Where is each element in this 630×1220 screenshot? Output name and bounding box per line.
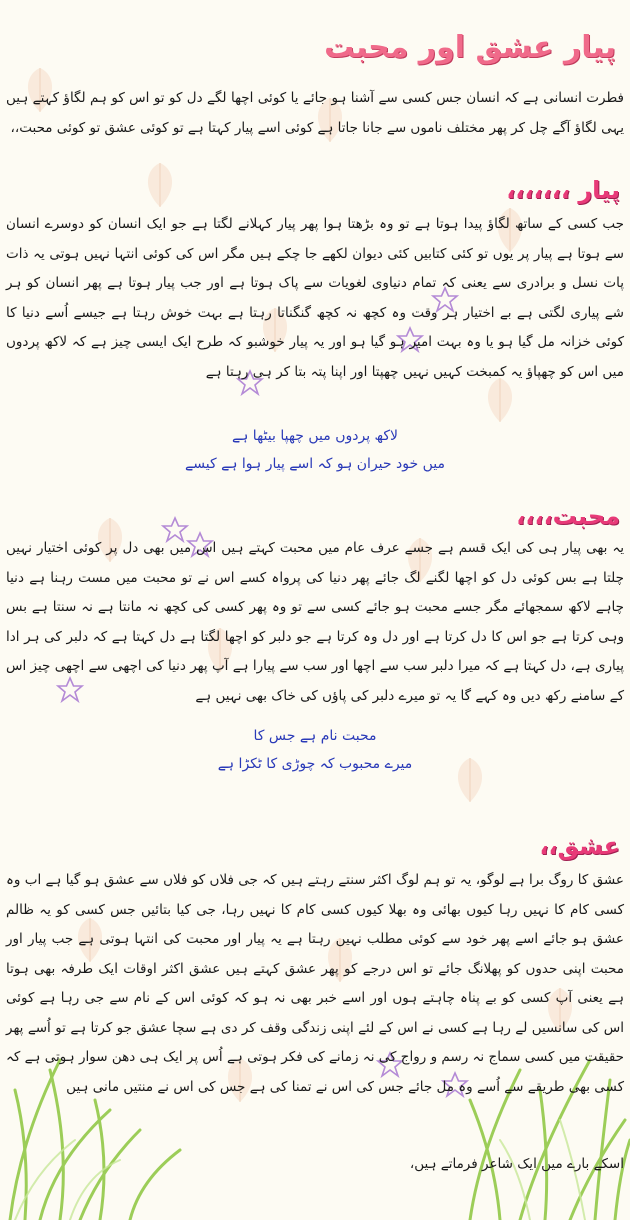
- section-text-ishq: عشق کا روگ برا ہے لوگو، یہ تو ہم لوگ اکثر سنتے رہتے ہیں کہ جی فلاں کو فلاں سے عشق ہو گیا ہے اب وہ کسی کام کا نہیں رہا کیوں بھائی وہ بھلا کیوں کسی کام کا نہیں رہا، جی کیا بتائیں جس کسی کو یہ ظالم عشق ہو جائے اسے پھر خود سے کوئی مطلب نہیں رہتا ہے یہ پیار اور محبت کی انتہا ہوتی ہے جب پیار اور محبت اپنی حدوں کو پھلانگ جائے تو اس درجے کو پھر عشق کہتے ہیں عشق اکثر اوقات ایک طرفہ بھی ہوتا ہے یعنی آپ کسی کو بے پناہ چاہتے ہوں اور اسے خبر بھی نہ ہو کہ کوئی اس کے نام سے جی رہا ہے کوئی اس کی سانسیں لے رہا ہے کسی نے اس کے لئے اپنی زندگی وقف کر دی ہے سچا عشق جو کرتا ہے تو اُسے پھر حقیقت میں کسی سماج نہ رسم و رواج کی نہ زمانے کی فکر ہوتی ہے اُس پر ایک ہی دھن سوار ہوتی ہے کہ کسی بھی طریقے سے اُسے وہ مل جائے جس کی اس نے تمنا کی ہے جس کی اس نے منتیں مانی ہیں: [6, 872, 624, 1095]
- verse-mohabbat: [60, 722, 570, 778]
- section-text-pyar: جب کسی کے ساتھ لگاؤ پیدا ہوتا ہے تو وہ بڑھتا ہوا پھر پیار کہلانے لگتا ہے جو ایک انسان کو دوسرے انسان سے ہوتا ہے پیار پر یوں تو کئی کتابیں کئی دیوان لکھے جا چکے ہیں مگر اس کی کوئی انتہا نہیں ہوتی یہ ذات پات نسل و برادری سے یعنی کہ تمام دنیاوی لغویات سے پاک ہوتا ہے اور جب پیار ہوتا ہے پھر انسان کو ہر شے پیاری لگتی ہے بے اختیار ہر وقت وہ کچھ نہ کچھ گنگناتا رہتا ہے بہت خوش رہتا ہے جیسے اُسے دنیا کا کوئی خزانہ مل گیا ہو یا وہ بہت امیر ہو گیا ہو اور یہ پیار خوشبو کہ طرح ایک ایسی چیز ہے کہ لاکھ پردوں میں اس کو چھپاؤ یہ کمبخت کہیں نہیں چھپتا اور اپنا پتہ بتا کر ہی رہتا ہے: [6, 216, 624, 380]
- section-heading-ishq: عشق،،: [539, 832, 620, 860]
- intro-paragraph: فطرت انسانی ہے کہ انسان جس کسی سے آشنا ہو جائے یا کوئی اچھا لگے دل کو تو اس کو ہم لگاؤ کہتے ہیں یہی لگاؤ آگے چل کر پھر مختلف ناموں سے جانا جاتا ہے کوئی اسے پیار کہتا ہے تو کوئی عشق تو کوئی محبت،،: [6, 90, 624, 136]
- verse-line: لاکھ پردوں میں چھپا بیٹھا ہے: [231, 428, 399, 444]
- section-text-mohabbat: یہ بھی پیار ہی کی ایک قسم ہے جسے عرف عام میں محبت کہتے ہیں اس میں بھی دل پر کوئی اختیار نہیں چلتا ہے بس کوئی دل کو اچھا لگنے لگ جائے پھر دنیا کی پرواہ کسے اس نے تو محبت میں مست رہنا ہے دنیا چاہے لاکھ سمجھائے مگر جسے محبت ہو جائے کسی سے تو وہ پھر کسی کی کچھ نہ مانتا ہے نہ سنتا ہے بس وہی کرتا ہے جو اس کا دل کرتا ہے اور دل وہ کرتا ہے جو دلبر کو اچھا لگتا ہے دل کہتا ہے کہ دلبر کی ہر ادا پیاری ہے، دل کہتا ہے کہ میرا دلبر سب سے اچھا اور سب سے پیارا ہے آپ پھر دنیا کی اچھی سے اچھی چیز اس کے سامنے رکھ دیں وہ کہے گا یہ تو میرے دلبر کی پاؤں کی خاک بھی نہیں ہے: [6, 540, 624, 704]
- verse-line: میں خود حیران ہو کہ اسے پیار ہوا ہے کیسے: [185, 456, 445, 472]
- verse-line: میرے محبوب کہ چوڑی کا ٹکڑا ہے: [217, 756, 413, 772]
- verse-line: محبت نام ہے جس کا: [253, 728, 377, 744]
- page-title: پیار عشق اور محبت: [324, 30, 616, 65]
- section-heading-mohabbat: محبت،،،،: [516, 502, 620, 530]
- section-outro-ishq: اسکے بارے میں ایک شاعر فرماتے ہیں،: [409, 1156, 624, 1172]
- section-heading-pyar: پیار ،،،،،،،: [506, 176, 620, 204]
- verse-pyar: [60, 422, 570, 478]
